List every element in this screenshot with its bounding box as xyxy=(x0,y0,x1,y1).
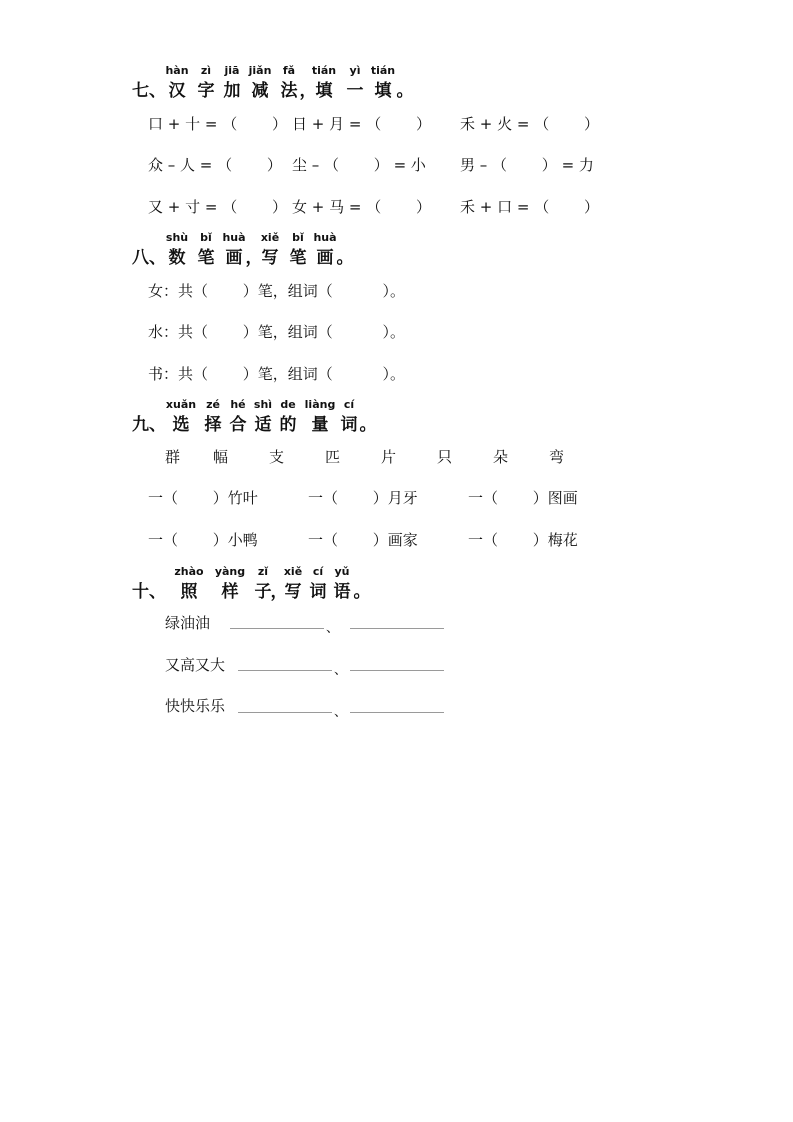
exercise-item[interactable]: 日 + 月 = （ ） xyxy=(292,115,431,133)
hanzi: 字 xyxy=(197,81,215,101)
hanzi: 样 xyxy=(221,582,239,602)
hanzi: 填 xyxy=(374,81,392,101)
pinyin: zhào xyxy=(174,565,204,578)
answer-blank[interactable] xyxy=(350,712,444,713)
hanzi: 笔 xyxy=(197,248,215,268)
hanzi: 词 xyxy=(340,415,358,435)
answer-blank[interactable] xyxy=(238,670,332,671)
hanzi: 减 xyxy=(251,81,269,101)
hanzi: 词 xyxy=(309,582,327,602)
hanzi: 加 xyxy=(223,81,241,101)
example-word: 快快乐乐 xyxy=(165,697,226,715)
hanzi: 写 xyxy=(284,582,302,602)
hanzi: 适 xyxy=(254,415,272,435)
answer-blank[interactable] xyxy=(230,628,324,629)
measure-word-item[interactable]: 一（ ）小鸭 xyxy=(148,531,258,549)
pinyin: shì xyxy=(253,398,273,411)
pinyin: yǔ xyxy=(334,565,350,578)
option-word: 匹 xyxy=(325,448,341,466)
separator: 、 xyxy=(334,663,348,678)
exercise-item[interactable]: 口 + 十 = （ ） xyxy=(148,115,287,133)
pinyin: shù xyxy=(165,231,189,244)
hanzi: 画 xyxy=(316,248,334,268)
stroke-count-item[interactable]: 女：共（ ）笔，组词（ ）。 xyxy=(148,282,406,300)
exercise-item[interactable]: 禾 + 口 = （ ） xyxy=(460,198,599,216)
option-word: 幅 xyxy=(213,448,229,466)
exercise-item[interactable]: 禾 + 火 = （ ） xyxy=(460,115,599,133)
pinyin: xiě xyxy=(260,231,280,244)
option-word: 朵 xyxy=(493,448,509,466)
hanzi: 照 xyxy=(180,582,198,602)
exercise-item[interactable]: 又 + 寸 = （ ） xyxy=(148,198,287,216)
hanzi: 数 xyxy=(168,248,186,268)
pinyin: tián xyxy=(370,64,396,77)
hanzi: 择 xyxy=(204,415,222,435)
pinyin: yì xyxy=(349,64,361,77)
option-word: 只 xyxy=(437,448,453,466)
pinyin: bǐ xyxy=(200,231,212,244)
measure-word-item[interactable]: 一（ ）图画 xyxy=(468,489,578,507)
pinyin: hàn xyxy=(165,64,189,77)
punct: 。 xyxy=(336,248,354,268)
hanzi: 的 xyxy=(279,415,297,435)
pinyin: de xyxy=(280,398,296,411)
exercise-item[interactable]: 男 – （ ） = 力 xyxy=(460,156,594,174)
stroke-count-item[interactable]: 水：共（ ）笔，组词（ ）。 xyxy=(148,323,406,341)
example-word: 又高又大 xyxy=(165,656,226,674)
hanzi: 量 xyxy=(311,415,329,435)
pinyin: huà xyxy=(222,231,246,244)
pinyin: xiě xyxy=(283,565,303,578)
option-word: 弯 xyxy=(549,448,565,466)
pinyin: jiā xyxy=(224,64,240,77)
hanzi: 法 xyxy=(280,81,298,101)
hanzi: 语 xyxy=(333,582,351,602)
hanzi: 画 xyxy=(225,248,243,268)
pinyin: cí xyxy=(312,565,324,578)
pinyin: fǎ xyxy=(282,64,296,77)
hanzi: 汉 xyxy=(168,81,186,101)
punct: ， xyxy=(299,81,317,101)
pinyin: zì xyxy=(200,64,212,77)
punct: ， xyxy=(245,248,263,268)
separator: 、 xyxy=(326,621,340,636)
option-word: 群 xyxy=(165,448,181,466)
punct: 。 xyxy=(353,582,371,602)
section-10-number: 十、 xyxy=(132,582,166,602)
pinyin: yàng xyxy=(214,565,246,578)
exercise-item[interactable]: 尘 – （ ） = 小 xyxy=(292,156,426,174)
section-8-number: 八、 xyxy=(132,248,166,268)
hanzi: 一 xyxy=(346,81,364,101)
pinyin: jiǎn xyxy=(248,64,272,77)
measure-word-item[interactable]: 一（ ）梅花 xyxy=(468,531,578,549)
hanzi: 填 xyxy=(315,81,333,101)
option-word: 支 xyxy=(269,448,285,466)
pinyin: huà xyxy=(313,231,337,244)
option-word: 片 xyxy=(381,448,397,466)
exercise-item[interactable]: 女 + 马 = （ ） xyxy=(292,198,431,216)
pinyin: cí xyxy=(343,398,355,411)
punct: 。 xyxy=(359,415,377,435)
answer-blank[interactable] xyxy=(350,670,444,671)
hanzi: 选 xyxy=(172,415,190,435)
section-7-number: 七、 xyxy=(132,81,166,101)
pinyin: xuǎn xyxy=(165,398,197,411)
measure-word-item[interactable]: 一（ ）月牙 xyxy=(308,489,418,507)
stroke-count-item[interactable]: 书：共（ ）笔，组词（ ）。 xyxy=(148,365,406,383)
pinyin: hé xyxy=(230,398,246,411)
pinyin: bǐ xyxy=(292,231,304,244)
hanzi: 写 xyxy=(261,248,279,268)
measure-word-item[interactable]: 一（ ）竹叶 xyxy=(148,489,258,507)
pinyin: zǐ xyxy=(257,565,269,578)
pinyin: tián xyxy=(311,64,337,77)
answer-blank[interactable] xyxy=(350,628,444,629)
separator: 、 xyxy=(334,705,348,720)
example-word: 绿油油 xyxy=(165,614,211,632)
pinyin: zé xyxy=(206,398,220,411)
punct: 。 xyxy=(396,81,414,101)
section-9-number: 九、 xyxy=(132,415,166,435)
exercise-item[interactable]: 众 – 人 = （ ） xyxy=(148,156,282,174)
measure-word-item[interactable]: 一（ ）画家 xyxy=(308,531,418,549)
punct: ， xyxy=(270,582,288,602)
answer-blank[interactable] xyxy=(238,712,332,713)
hanzi: 子 xyxy=(254,582,272,602)
hanzi: 笔 xyxy=(289,248,307,268)
pinyin: liàng xyxy=(304,398,336,411)
hanzi: 合 xyxy=(229,415,247,435)
